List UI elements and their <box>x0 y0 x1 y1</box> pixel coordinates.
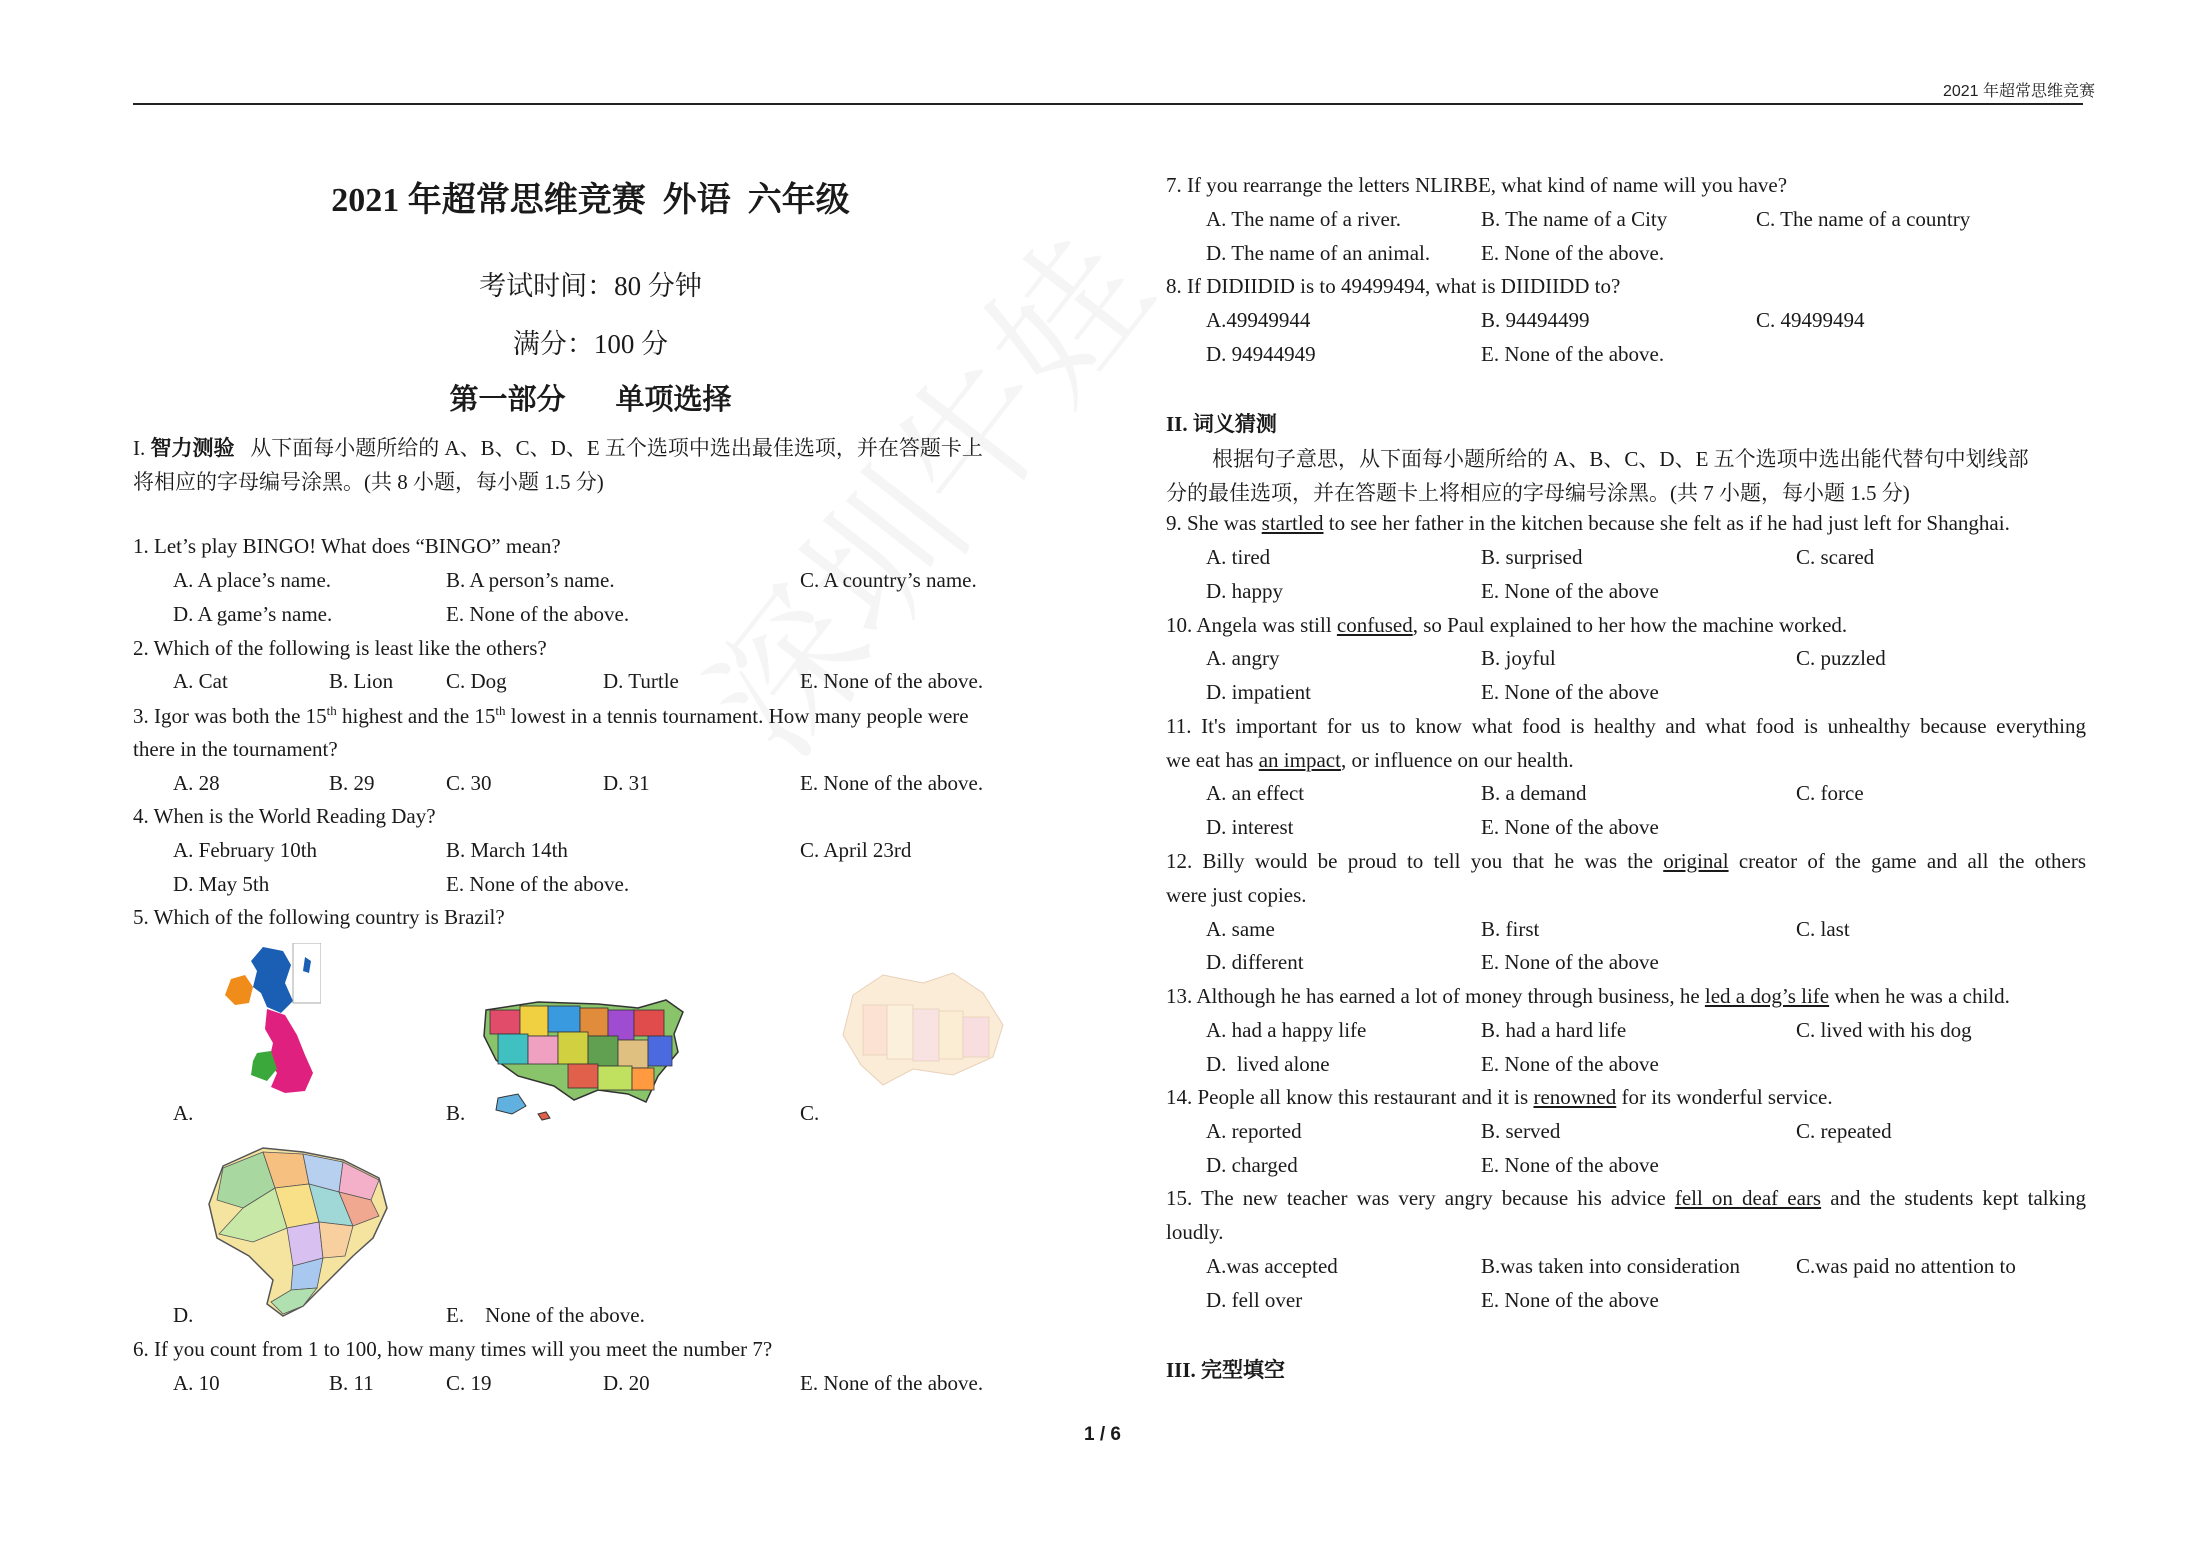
q12-stem-pre: 12. Billy would be proud to tell you that he was the <box>1166 849 1664 873</box>
section2-name: 词义猜测 <box>1192 412 1277 436</box>
q13-stem-pre: 13. Although he has earned a lot of money through business, he <box>1166 984 1705 1008</box>
section2-instr-1: 根据句子意思，从下面每小题所给的 A、B、C、D、E 五个选项中选出能代替句中划线部 <box>1212 447 2029 471</box>
q2-stem: 2. Which of the following is least like the others? <box>133 636 547 660</box>
q9-option-a[interactable]: A. tired <box>1206 545 1271 569</box>
q9-option-d[interactable]: D. happy <box>1206 579 1283 603</box>
q4-option-a[interactable]: A. February 10th <box>173 838 318 862</box>
q11-stem-line1: 11. It's important for us to know what food is healthy and what food is unhealthy because everything <box>1166 714 2086 738</box>
q7-option-e[interactable]: E. None of the above. <box>1481 241 1665 265</box>
q1-stem: 1. Let’s play BINGO! What does “BINGO” mean? <box>133 534 561 558</box>
q1-option-d[interactable]: D. A game’s name. <box>173 602 333 626</box>
page-number: 1 / 6 <box>1084 1424 1121 1445</box>
q6-option-a[interactable]: A. 10 <box>173 1371 220 1395</box>
q12-option-e[interactable]: E. None of the above <box>1481 950 1659 974</box>
usa-hawaii-shape <box>538 1112 550 1120</box>
usa-states-group <box>490 1006 672 1090</box>
q3-option-c[interactable]: C. 30 <box>446 771 492 795</box>
q1-option-c[interactable]: C. A country’s name. <box>800 568 977 592</box>
q7-option-c[interactable]: C. The name of a country <box>1756 207 1971 231</box>
q4-stem: 4. When is the World Reading Day? <box>133 804 436 828</box>
q3-option-d[interactable]: D. 31 <box>603 771 650 795</box>
q14-option-d[interactable]: D. charged <box>1206 1153 1298 1177</box>
q4-option-e[interactable]: E. None of the above. <box>446 872 630 896</box>
part-one-title <box>133 377 1048 418</box>
q14-option-e[interactable]: E. None of the above <box>1481 1153 1659 1177</box>
q3-option-e[interactable]: E. None of the above. <box>800 771 984 795</box>
q12-option-d[interactable]: D. different <box>1206 950 1304 974</box>
usa-map-image <box>478 990 693 1125</box>
q15-underlined-phrase: fell on deaf ears <box>1674 1186 1822 1210</box>
section3-name: 完型填空 <box>1201 1358 1286 1382</box>
q3-sup-1: th <box>326 703 337 718</box>
section1-instr-2: 将相应的字母编号涂黑。(共 8 小题，每小题 1.5 分) <box>133 470 604 494</box>
q10-stem-pre: 10. Angela was still <box>1166 613 1337 637</box>
q14-stem <box>1166 1085 1833 1110</box>
section2-heading <box>1166 408 1277 438</box>
q3-stem-part3: lowest in a tennis tournament. How many people were <box>505 704 969 728</box>
q2-option-a[interactable]: A. Cat <box>173 669 228 693</box>
q2-option-b[interactable]: B. Lion <box>329 669 394 693</box>
q7-option-d[interactable]: D. The name of an animal. <box>1206 241 1431 265</box>
q13-underlined-phrase: led a dog’s life <box>1704 984 1830 1008</box>
brazil-map-image <box>203 1138 393 1320</box>
q13-option-e[interactable]: E. None of the above <box>1481 1052 1659 1076</box>
q2-option-d[interactable]: D. Turtle <box>603 669 679 693</box>
q14-option-a[interactable]: A. reported <box>1206 1119 1302 1143</box>
q8-option-c[interactable]: C. 49499494 <box>1756 308 1865 332</box>
q9-stem <box>1166 511 2010 536</box>
header-rule <box>133 103 2083 105</box>
q13-option-b[interactable]: B. had a hard life <box>1481 1018 1627 1042</box>
q14-option-b[interactable]: B. served <box>1481 1119 1561 1143</box>
q11-option-d[interactable]: D. interest <box>1206 815 1294 839</box>
q6-option-c[interactable]: C. 19 <box>446 1371 492 1395</box>
q14-underlined-word: renowned <box>1533 1085 1617 1109</box>
q3-option-a[interactable]: A. 28 <box>173 771 220 795</box>
q5-option-c[interactable]: C. <box>800 1101 820 1125</box>
q13-option-c[interactable]: C. lived with his dog <box>1796 1018 1972 1042</box>
q11-stem-pre: we eat has <box>1166 748 1259 772</box>
q1-option-b[interactable]: B. A person’s name. <box>446 568 615 592</box>
q8-option-d[interactable]: D. 94944949 <box>1206 342 1316 366</box>
q5-option-e[interactable]: E. None of the above. <box>446 1303 645 1327</box>
q6-option-d[interactable]: D. 20 <box>603 1371 650 1395</box>
exam-time: 考试时间：80 分钟 <box>479 271 702 301</box>
section1-instruction <box>133 432 983 462</box>
q12-option-b[interactable]: B. first <box>1481 917 1540 941</box>
canada-map-image <box>833 965 1008 1100</box>
q12-option-a[interactable]: A. same <box>1206 917 1275 941</box>
q15-option-b[interactable]: B.was taken into consideration <box>1481 1254 1740 1278</box>
usa-alaska-shape <box>496 1094 526 1114</box>
q11-option-a[interactable]: A. an effect <box>1206 781 1305 805</box>
q4-option-d[interactable]: D. May 5th <box>173 872 270 896</box>
q10-stem-post: , so Paul explained to her how the machine worked. <box>1412 613 1848 637</box>
q9-option-e[interactable]: E. None of the above <box>1481 579 1659 603</box>
q15-stem-line1 <box>1166 1186 2086 1211</box>
uk-inset-box <box>293 943 321 1003</box>
q7-option-b[interactable]: B. The name of a City <box>1481 207 1668 231</box>
q7-option-a[interactable]: A. The name of a river. <box>1206 207 1401 231</box>
q5-stem: 5. Which of the following country is Brazil? <box>133 905 505 929</box>
q10-stem <box>1166 613 1847 638</box>
q13-option-a[interactable]: A. had a happy life <box>1206 1018 1367 1042</box>
q13-stem <box>1166 984 2010 1009</box>
q3-option-b[interactable]: B. 29 <box>329 771 375 795</box>
q15-option-c[interactable]: C.was paid no attention to <box>1796 1254 2016 1278</box>
q7-stem: 7. If you rearrange the letters NLIRBE, what kind of name will you have? <box>1166 173 1788 197</box>
full-score: 满分：100 分 <box>512 329 669 359</box>
q10-option-e[interactable]: E. None of the above <box>1481 680 1659 704</box>
q1-option-a[interactable]: A. A place’s name. <box>173 568 332 592</box>
q10-option-a[interactable]: A. angry <box>1206 646 1280 670</box>
section1-name: 智力测验 <box>150 436 235 460</box>
q15-option-a[interactable]: A.was accepted <box>1206 1254 1338 1278</box>
q9-stem-post: to see her father in the kitchen because she felt as if he had just left for Shanghai. <box>1323 511 2010 535</box>
section3-label: III. <box>1166 1358 1196 1382</box>
q6-option-e[interactable]: E. None of the above. <box>800 1371 984 1395</box>
uk-islands-shape <box>303 957 311 973</box>
q4-option-c[interactable]: C. April 23rd <box>800 838 912 862</box>
q14-stem-post: for its wonderful service. <box>1616 1085 1833 1109</box>
q3-stem <box>133 703 1053 729</box>
section2-label: II. <box>1166 412 1188 436</box>
q3-stem-part1: 3. Igor was both the 15 <box>133 704 327 728</box>
section1-instr-1: 从下面每小题所给的 A、B、C、D、E 五个选项中选出最佳选项，并在答题卡上 <box>250 436 983 460</box>
q5-option-d[interactable]: D. <box>173 1303 194 1327</box>
q8-option-b[interactable]: B. 94494499 <box>1481 308 1590 332</box>
q10-option-d[interactable]: D. impatient <box>1206 680 1311 704</box>
q5-option-b[interactable]: B. <box>446 1101 466 1125</box>
q12-stem-post: creator of the game and all the others <box>1728 849 2087 873</box>
q4-option-b[interactable]: B. March 14th <box>446 838 568 862</box>
q10-option-c[interactable]: C. puzzled <box>1796 646 1886 670</box>
part-one-name: 单项选择 <box>615 384 732 416</box>
q11-stem-post: , or influence on our health. <box>1340 748 1574 772</box>
uk-england-shape <box>265 1009 313 1093</box>
part-one-label: 第一部分 <box>449 384 566 416</box>
q8-stem: 8. If DIDIIDID is to 49499494, what is DIIDIIDD to? <box>1166 274 1621 298</box>
q9-option-c[interactable]: C. scared <box>1796 545 1875 569</box>
q13-stem-post: when he was a child. <box>1829 984 2010 1008</box>
q8-option-a[interactable]: A.49949944 <box>1206 308 1311 332</box>
q11-stem-line2 <box>1166 748 1574 773</box>
q11-option-e[interactable]: E. None of the above <box>1481 815 1659 839</box>
q2-option-c[interactable]: C. Dog <box>446 669 507 693</box>
q15-stem-pre: 15. The new teacher was very angry because his advice <box>1166 1186 1675 1210</box>
q9-underlined-word: startled <box>1261 511 1324 535</box>
q3-stem-part2: highest and the 15 <box>336 704 496 728</box>
q12-option-c[interactable]: C. last <box>1796 917 1850 941</box>
q3-stem-line2: there in the tournament? <box>133 737 338 761</box>
q11-option-b[interactable]: B. a demand <box>1481 781 1587 805</box>
q12-stem-line2: were just copies. <box>1166 883 1307 907</box>
uk-map-image <box>201 943 321 1128</box>
q15-option-d[interactable]: D. fell over <box>1206 1288 1303 1312</box>
uk-scotland-shape <box>251 947 293 1013</box>
q8-option-e[interactable]: E. None of the above. <box>1481 342 1665 366</box>
q6-stem: 6. If you count from 1 to 100, how many times will you meet the number 7? <box>133 1337 773 1361</box>
q15-option-e[interactable]: E. None of the above <box>1481 1288 1659 1312</box>
q10-option-b[interactable]: B. joyful <box>1481 646 1556 670</box>
exam-title: 2021 年超常思维竞赛 外语 六年级 <box>331 182 850 219</box>
q11-underlined-word: an impact <box>1258 748 1341 772</box>
q15-stem-line2: loudly. <box>1166 1220 1224 1244</box>
section2-instr-2: 分的最佳选项，并在答题卡上将相应的字母编号涂黑。(共 7 小题，每小题 1.5 分) <box>1166 481 1910 505</box>
running-header: 2021 年超常思维竞赛 <box>1942 83 2095 100</box>
q2-option-e[interactable]: E. None of the above. <box>800 669 984 693</box>
q12-stem-line1 <box>1166 849 2086 874</box>
q15-stem-post: and the students kept talking <box>1821 1186 2086 1210</box>
q9-option-b[interactable]: B. surprised <box>1481 545 1583 569</box>
q5-option-a[interactable]: A. <box>173 1101 194 1125</box>
q11-option-c[interactable]: C. force <box>1796 781 1864 805</box>
q10-underlined-word: confused <box>1336 613 1413 637</box>
q12-underlined-word: original <box>1663 849 1729 873</box>
q3-sup-2: th <box>495 703 506 718</box>
q6-option-b[interactable]: B. 11 <box>329 1371 374 1395</box>
q1-option-e[interactable]: E. None of the above. <box>446 602 630 626</box>
uk-ireland-shape <box>225 975 253 1005</box>
section1-label: I. <box>133 436 146 460</box>
section3-heading <box>1166 1354 1285 1384</box>
q14-option-c[interactable]: C. repeated <box>1796 1119 1892 1143</box>
q9-stem-pre: 9. She was <box>1166 511 1262 535</box>
q13-option-d[interactable]: D. lived alone <box>1206 1052 1330 1076</box>
q14-stem-pre: 14. People all know this restaurant and it is <box>1166 1085 1534 1109</box>
